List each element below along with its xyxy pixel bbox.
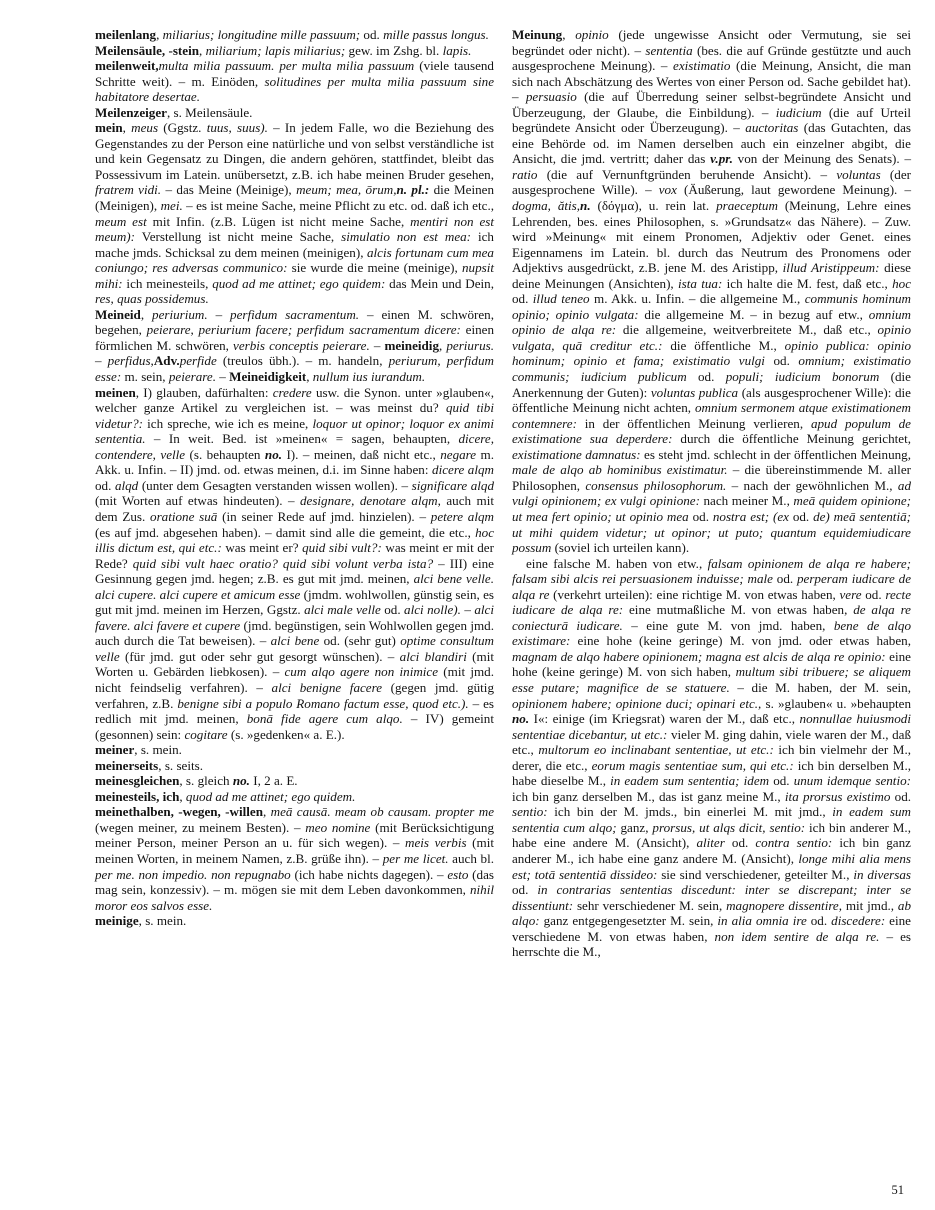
dictionary-entry: Meineid, periurium. – perfidum sacramentum. – einen M. schwören, begehen, peierare, periurium facere; perfidum sacramentum dicere: einen förmlichen M. schwören, verbis conceptis peierare. – meineidig, periurus. – perfidus,Adv.perfide (treulos übh.). – m. handeln, periurum, perfidum esse: m. sein, peierare. – Meineidigkeit, nullum ius iurandum. [95, 306, 494, 385]
dictionary-entry: Meinung, opinio (jede ungewisse Ansicht oder Vermutung, sie sei begründet oder nicht). – sententia (bes. die auf Gründe gestützte und auch ausgesprochene Meinung). – existimatio (die Meinung, Ansicht, die man sich nach Abschätzung des Wertes von einer Person od. Sache gebildet hat). – persuasio (die auf Überredung seiner selbst-begründete Ansicht und Überzeugung, der Glaube, die Einbildung). – iudicium (die auf Urteil begründete Ansicht oder Überzeugung). – auctoritas (das Gutachten, das eine Behörde od. im Namen derselben auch ein einzelner abgibt, die Ansicht, die jmd. vertritt; daher das v.pr. von der Meinung des Senats). – ratio (die auf Vernunftgründen beruhende Ansicht). – voluntas (der ausgesprochene Wille). – vox (Äußerung, laut gewordene Meinung). – dogma, ătis,n. (δόγμα), u. rein lat. praeceptum (Meinung, Lehre eines Lehrenden, bes. eines Philosophen, s. »Grundsatz« das Nähere). – Zuw. wird »Meinung« mit einem Pronomen, Adjektiv oder Genet. eines Eigennamens im Latein. bl. durch das Neutrum des Pronomens oder Adjektivs ausgedrückt, z.B. jene M. des Aristipp, illud Aristippeum: diese deine Meinungen (Ansichten), ista tua: ich halte die M. fest, daß etc., hoc od. illud teneo m. Akk. u. Infin. – die allgemeine M., communis hominum opinio; opinio vulgata: die allgemeine M. – in bezug auf etw., omnium opinio de alqa re: die allgemeine, weitverbreitete M., daß etc., opinio vulgata, quā creditur etc.: die öffentliche M., opinio publica: opinio hominum; opinio et fama; existimatio vulgi od. omnium; existimatio communis; iudicium publicum od. populi; iudicium bonorum (die Anerkennung der Guten): voluntas publica (als ausgesprochener Wille): die öffentliche Meinung nicht achten, omnium sermonem atque existimationem contemnere: in der öffentlichen Meinung verlieren, apud populum de existimatione sua deperdere: durch die öffentliche Meinung gerichtet, existimatione damnatus: es steht jmd. schlecht in der öffentlichen Meinung, male de alqo ab hominibus existimatur. – die übereinstimmende M. aller Philosophen, consensus philosophorum. – nach der gewöhnlichen M., ad vulgi opinionem; ex vulgi opinione: nach meiner M., meā quidem opinione; ut mea fert opinio; ut opinio mea od. nostra est; (ex od. de) meā sententiā; ut mihi quidem videtur; ut opinor; ut puto; quantum equidemiudicare possum (soviel ich urteilen kann). [512, 27, 912, 556]
dictionary-entry: meinesgleichen, s. gleich no. I, 2 a. E. [95, 773, 298, 789]
dictionary-entry: meinethalben, -wegen, -willen, meā causā. meam ob causam. propter me (wegen meiner, zu meinem Besten). – meo nomine (mit Berücksichtigung meiner Person, meiner Person an u. für sich wegen). – meis verbis (mit meinen Worten, in meinem Namen, z.B. grüße ihn). – per me licet. auch bl. per me. non impedio. non repugnabo (ich habe nichts dagegen). – esto (das mag sein, konzessiv). – m. mögen sie mit dem Leben davonkommen, nihil moror eos salvos esse. [95, 804, 495, 913]
left-column [95, 27, 494, 929]
dictionary-entry: eine falsche M. haben von etw., falsam opinionem de alqa re habere; falsam sibi alcis rei persuasionem induisse; male od. perperam iudicare de alqa re (verkehrt urteilen): eine richtige M. von etwas haben, vere od. recte iudicare de alqa re: eine mutmaßliche M. von etwas haben, de alqa re coniecturā iudicare. – eine gute M. von jmd. haben, bene de alqo existimare: eine hohe (keine geringe) M. von jmd. oder etwas haben, magnam de alqo habere opinionem; magna est alcis de alqa re opinio: eine hohe (keine geringe) M. von sich haben, multum sibi tribuere; se aliquem esse putare; magnifice de se statuere. – die M. haben, der M. sein, opinionem habere; opinione duci; opinari etc., s. »glauben« u. »behaupten no. I«: einige (im Kriegsrat) waren der M., daß etc., nonnullae huiusmodi sententiae dicebantur, ut etc.: vieler M. ging dahin, viele waren der M., daß etc., multorum eo inclinabant sententiae, ut etc.: ich bin vielmehr der M., derer, die etc., eorum magis sententiae sum, qui etc.: ich bin derselben M., habe dieselbe M., in eadem sum sententia; idem od. unum idemque sentio: ich bin ganz derselben M., das ist ganz meine M., ita prorsus existimo od. sentio: ich bin der M. jmds., bin einerlei M. mit jmd., in eadem sum sententia cum alqo; ganz, prorsus, ut alqs dicit, sentio: ich bin anderer M., habe eine andere M. (Ansicht), aliter od. contra sentio: ich bin ganz anderer M., ich habe eine ganz andere M. (Ansicht), longe mihi alia mens est; totā sententiā dissideo: sie sind verschiedener, geteilter M., in diversas od. in contrarias sententias discedunt: inter se discrepant; inter se dissentiunt: sehr verschiedener M. sein, magnopere dissentire, mit jmd., ab alqo: ganz entgegengesetzter M. sein, in alia omnia ire od. discedere: eine verschiedene M. von etwas haben, non idem sentire de alqa re. – es herrschte die M., [512, 555, 912, 960]
page-number: 51 [891, 1182, 904, 1197]
dictionary-entry: Meilensäule, -stein, miliarium; lapis miliarius; gew. im Zshg. bl. lapis. [95, 42, 472, 58]
dictionary-entry: meiner, s. mein. [95, 742, 182, 758]
dictionary-entry: meinige, s. mein. [95, 913, 187, 929]
dictionary-entry: meilenweit,multa milia passuum. per multa milia passuum (viele tausend Schritte weit). – m. Einöden, solitudines per multa milia passuum sine habitatore desertae. [95, 58, 495, 105]
dictionary-entry: mein, meus (Ggstz. tuus, suus). – In jedem Falle, wo die Beziehung des Gegenstandes zu der Person eine natürliche und von selbst verständliche ist und kein Gegensatz zu Dingen, die andern gehören, stattfindet, bleibt das Possessivum im Latein. unübersetzt, z.B. ich habe meinen Bruder gesehen, fratrem vidi. – das Meine (Meinige), meum; mea, ōrum,n. pl.: die Meinen (Meinigen), mei. – es ist meine Sache, meine Pflicht zu etc. od. daß ich etc., meum est mit Infin. (z.B. Lügen ist nicht meine Sache, mentiri non est meum): Verstellung ist nicht meine Sache, simulatio non est mea: ich mache jmds. Schicksal zu dem meinen (meinigen), alcis fortunam cum mea coniungo; res adversas communico: sie wurde die meine (meinige), nupsit mihi: ich meinesteils, quod ad me attinet; ego quidem: das Mein und Dein, res, quas possidemus. [95, 120, 495, 307]
dictionary-entry: meilenlang, miliarius; longitudine mille passuum; od. mille passus longus. [95, 27, 489, 42]
dictionary-entry: meinesteils, ich, quod ad me attinet; ego quidem. [95, 788, 356, 804]
right-column [512, 27, 911, 960]
dictionary-entry: Meilenzeiger, s. Meilensäule. [95, 104, 253, 120]
dictionary-entry: meinen, I) glauben, dafürhalten: credere usw. die Synon. unter »glauben«, welcher ganze Artikel zu vergleichen ist. – was meinst du? quid tibi videtur?: ich spreche, wie ich es meine, loquor ut opinor; loquor ex animi sententia. – In weit. Bed. ist »meinen« = sagen, behaupten, dicere, contendere, velle (s. behaupten no. I). – meinen, daß nicht etc., negare m. Akk. u. Infin. – II) jmd. od. etwas meinen, d.i. im Sinne haben: dicere alqm od. alqd (unter dem Gesagten verstanden wissen wollen). – significare alqd (mit Worten auf etwas hindeuten). – designare, denotare alqm, auch mit dem Zus. oratione suā (in seiner Rede auf jmd. hinzielen). – petere alqm (es auf jmd. abgesehen haben). – damit sind alle die gemeint, die etc., hoc illis dictum est, qui etc.: was meint er? quid sibi vult?: was meint er mit der Rede? quid sibi vult haec oratio? quid sibi volunt verba ista? – III) eine Gesinnung gegen jmd. hegen; z.B. es gut mit jmd. meinen, alci bene velle. alci cupere. alci cupere et amicum esse (jmdm. wohlwollen, günstig sein, es gut mit jmd. meinen im Herzen, Ggstz. alci male velle od. alci nolle). – alci favere. alci favere et cupere (jmd. begünstigen, sein Wohlwollen gegen jmd. auch durch die Tat beweisen). – alci bene od. (sehr gut) optime consultum velle (für jmd. gut oder sehr gut gesorgt wünschen). – alci blandiri (mit Worten u. Gebärden liebkosen). – cum alqo agere non inimice (mit jmd. nicht feindselig verfahren). – alci benigne facere (gegen jmd. gütig verfahren, z.B. benigne sibi a populo Romano factum esse, quod etc.). – es redlich mit jmd. meinen, bonā fide agere cum alqo. – IV) gemeint (gesonnen) sein: cogitare (s. »gedenken« a. E.). [95, 384, 495, 742]
dictionary-entry: meinerseits, s. seits. [95, 757, 204, 773]
